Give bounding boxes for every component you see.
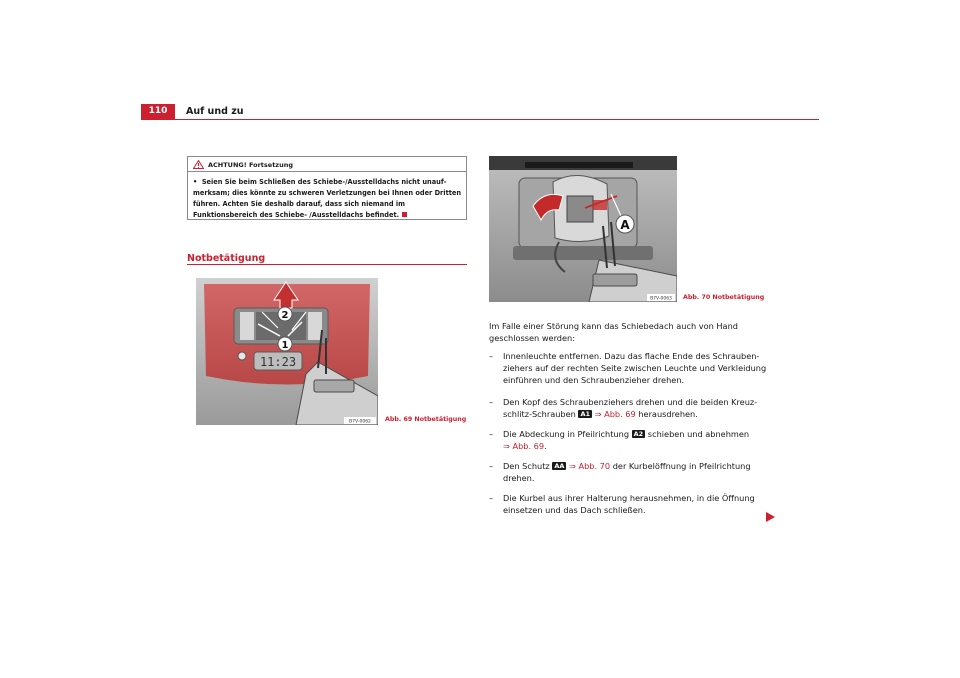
step-1 [489, 350, 779, 386]
clock-display: 11:23 [259, 355, 297, 369]
step-2-text-b: herausdrehen. [638, 409, 698, 419]
step-4-text-a: Den Schutz [503, 461, 550, 471]
step-4 [489, 460, 779, 484]
step-3-text-c: . [544, 441, 547, 451]
step-1-text: Innenleuchte entfernen. Dazu das flache Ende des Schraubenziehers auf der rechten Seite zwischen Leuchte und Verkleidung einführen und den Schraubenzieher drehen. [503, 351, 767, 385]
step-dash: – [489, 493, 494, 503]
step-3-text-a: Die Abdeckung in Pfeilrichtung [503, 429, 630, 439]
step-5-text: Die Kurbel aus ihrer Halterung herausnehmen, in die Öffnung einsetzen und das Dach schließen. [503, 493, 755, 515]
step-5 [489, 492, 779, 516]
callout-2: 2 [281, 310, 289, 321]
step-3-text-b: schieben und abnehmen [647, 429, 750, 439]
end-marker-icon [402, 212, 407, 217]
step-2-text-a: Den Kopf des Schraubenziehers drehen und die beiden Kreuzschlitz-Schrauben [503, 397, 758, 419]
warning-divider [188, 171, 466, 172]
step-3 [489, 428, 779, 452]
intro-paragraph: Im Falle einer Störung kann das Schiebedach auch von Hand geschlossen werden: [489, 321, 738, 343]
figure-70-illustration [489, 156, 677, 302]
figure-70-caption: Abb. 70 Notbetätigung [683, 294, 765, 301]
page-number: 110 [141, 104, 175, 119]
section-title: Notbetätigung [187, 253, 266, 264]
step-dash: – [489, 461, 494, 471]
step-2-text [503, 396, 779, 420]
chapter-title: Auf und zu [186, 106, 244, 117]
header-divider [141, 119, 819, 120]
figure-69-illustration [196, 278, 378, 425]
step-4-text [503, 460, 779, 484]
figure-70-link[interactable]: ⇒ Abb. 70 [569, 461, 611, 471]
callout-1: 1 [281, 340, 289, 351]
callout-a: A [620, 218, 630, 232]
figure-69-link[interactable]: ⇒ Abb. 69 [594, 409, 636, 419]
marker-a2: A2 [633, 430, 644, 438]
marker-aa: AA [554, 462, 565, 470]
section-divider [187, 264, 467, 265]
warning-triangle-icon [193, 160, 204, 169]
step-dash: – [489, 351, 494, 361]
figure-69-link[interactable]: ⇒ Abb. 69 [503, 441, 545, 451]
figure-code: B7V-0062 [349, 419, 371, 425]
figure-70 [489, 156, 677, 302]
step-4-text-b: der Kurbelöffnung in Pfeilrichtung drehen. [503, 461, 751, 483]
figure-69 [196, 278, 378, 425]
warning-text-block [193, 177, 465, 221]
step-dash: – [489, 397, 494, 407]
step-2 [489, 396, 779, 420]
figure-code: B7V-0063 [650, 296, 672, 302]
step-dash: – [489, 429, 494, 439]
bullet: • [193, 178, 198, 186]
marker-a1: A1 [580, 410, 591, 418]
warning-box [187, 156, 467, 220]
figure-69-caption: Abb. 69 Notbetätigung [385, 416, 467, 423]
warning-title: ACHTUNG! Fortsetzung [208, 161, 293, 169]
step-3-text [503, 428, 779, 452]
continue-arrow-icon[interactable] [766, 507, 775, 526]
warning-text: Seien Sie beim Schließen des Schiebe-/Ausstelldachs nicht unaufmerksam; dies könnte zu schweren Verletzungen bei Ihnen oder Dritten führen. Achten Sie deshalb darauf, dass sich niemand im Funktionsbereich des Schiebe- /Ausstelldachs befindet. [193, 178, 462, 219]
warning-header [193, 160, 293, 169]
